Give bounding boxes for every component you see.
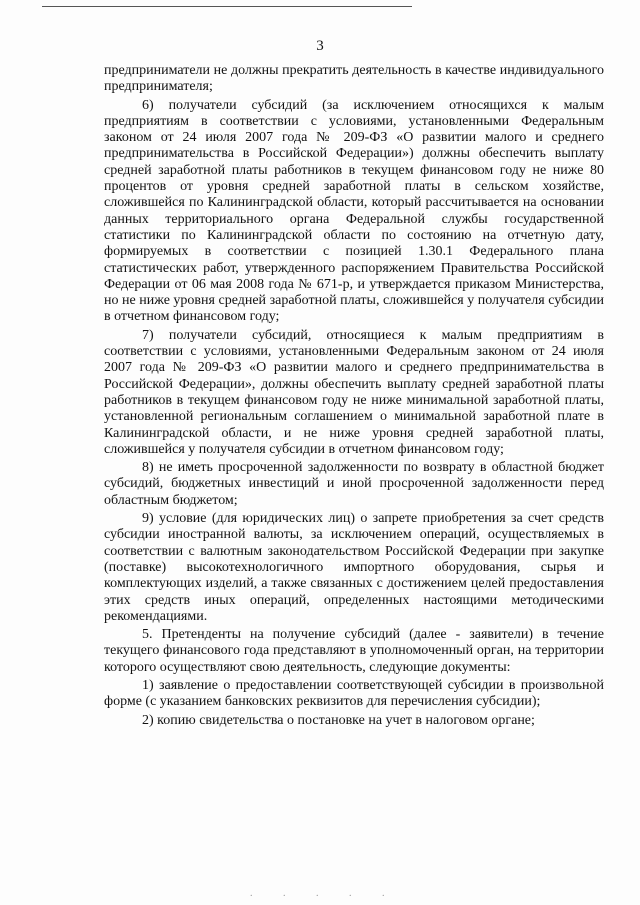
paragraph-section-5: 5. Претенденты на получение субсидий (далее - заявители) в течение текущего финансового года представляют в уполномоченный орган, на территории которого осуществляют свою деятельность, следующие документы: bbox=[104, 627, 604, 675]
paragraph-item-9: 9) условие (для юридических лиц) о запрете приобретения за счет средств субсидии иностранной валюты, за исключением операций, осуществляемых в соответствии с валютным законодательством Российской Федерации при закупке (поставке) высокотехнологичного импортного оборудования, сырья и комплектующих изделий, а также связанных с достижением целей предоставления этих средств иных операций, определенных настоящими методическими рекомендациями. bbox=[104, 511, 604, 624]
top-rule bbox=[42, 6, 412, 7]
paragraph-doc-2: 2) копию свидетельства о постановке на учет в налоговом органе; bbox=[142, 712, 535, 728]
scan-dots: . . . . . bbox=[250, 888, 399, 899]
document-body bbox=[104, 63, 604, 729]
paragraph-item-6: 6) получатели субсидий (за исключением относящихся к малым предприятиям в соответствии с условиями, установленными Федеральным законом от 24 июля 2007 года № 209-ФЗ «О развитии малого и среднего предпринимательства в Российской Федерации») должны обеспечить выплату средней заработной платы работников в текущем финансовом году не ниже 80 процентов от уровня средней заработной платы в сельском хозяйстве, сложившейся по Калининградской области, который рассчитывается на основании данных территориального органа Федеральной службы государственной статистики по Калининградской области по состоянию на отчетную дату, формируемых в соответствии с позицией 1.30.1 Федерального плана статистических работ, утвержденного распоряжением Правительства Российской Федерации от 06 мая 2008 года № 671-р, и утверждается приказом Министерства, но не ниже уровня средней заработной платы, сложившейся у получателя субсидии в отчетном финансовом году; bbox=[104, 97, 604, 325]
paragraph-item-8: 8) не иметь просроченной задолженности по возврату в областной бюджет субсидий, бюджетных инвестиций и иной просроченной задолженности перед областным бюджетом; bbox=[104, 460, 604, 508]
paragraph-continuation: предприниматели не должны прекратить деятельность в качестве индивидуального предпринимателя; bbox=[104, 63, 604, 95]
page-number: 3 bbox=[316, 38, 324, 54]
paragraph-item-7: 7) получатели субсидий, относящиеся к малым предприятиям в соответствии с условиями, установленными Федеральным законом от 24 июля 2007 года № 209-ФЗ «О развитии малого и среднего предпринимательства в Российской Федерации», должны обеспечить выплату средней заработной платы работников в текущем финансовом году не ниже минимальной заработной платы, установленной региональным соглашением о минимальной заработной плате в Калининградской области, и не ниже уровня средней заработной платы, сложившейся у получателя субсидии в отчетном финансовом году; bbox=[104, 327, 604, 457]
paragraph-doc-1: 1) заявление о предоставлении соответствующей субсидии в произвольной форме (с указанием банковских реквизитов для перечисления субсидии); bbox=[104, 677, 604, 710]
